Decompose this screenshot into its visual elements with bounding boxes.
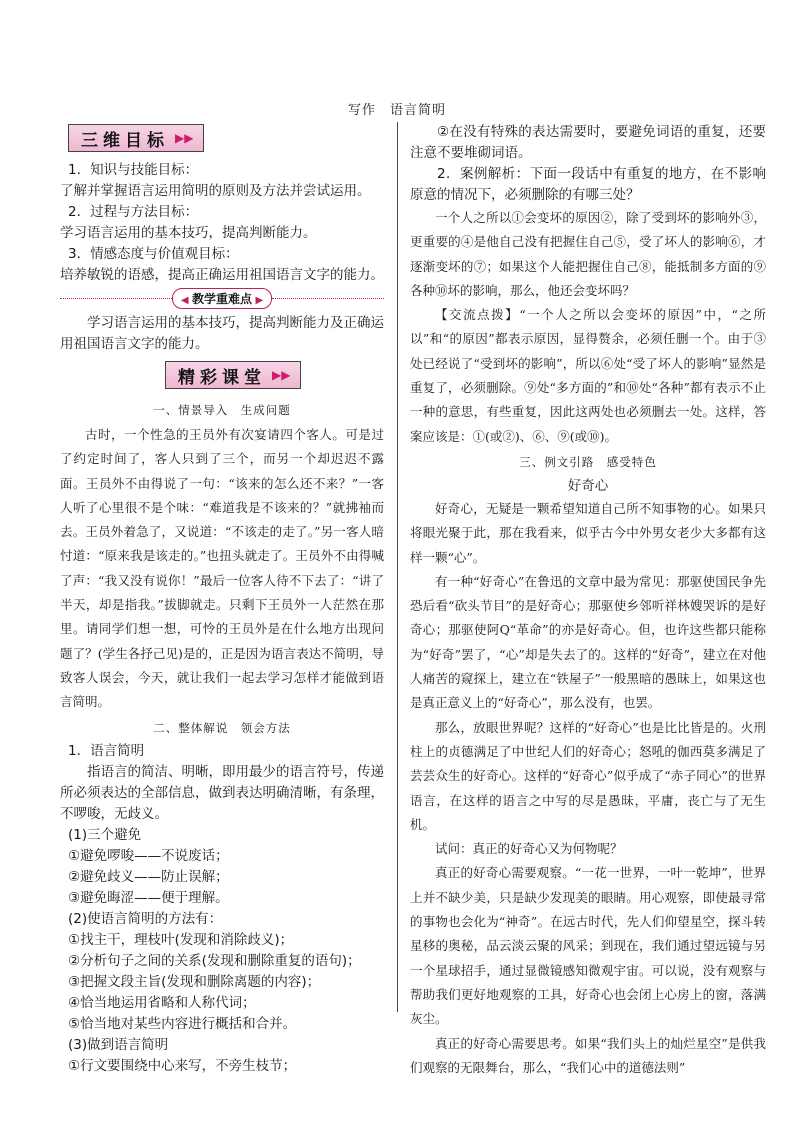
list-item: ①行文要围绕中心来写，不旁生枝节；: [68, 1057, 297, 1074]
list-item: ①找主干，理枝叶(发现和消除歧义)；: [68, 931, 294, 948]
essay-paragraph: 有一种“好奇心”在鲁迅的文章中最为常见：那驱使国民争先恐后看“砍头节目”的是好奇心；那驱使乡邻听祥林嫂哭诉的是好奇心；那驱使阿Q“革命”的亦是好奇心。但，也许这些都只能称为“好奇”罢了，“心”却是失去了的。这样的“好奇”，建立在对他人痛苦的窥探上，建立在“铁屋子”一般黑暗的愚昧上，如果这也是真正意义上的“好奇心”，那么没有，也罢。: [410, 573, 766, 711]
page-title: 写作 语言简明: [347, 103, 446, 118]
essay-paragraph: 真正的好奇心需要思考。如果“我们头上的灿烂星空”是供我们观察的无限舞台，那么，“我们心中的道德法则”: [410, 1035, 766, 1075]
case-passage: 一个人之所以①会变坏的原因②，除了受到坏的影响外③，更重要的④是他自己没有把握住自己⑤，受了坏人的影响⑥，才逐渐变坏的⑦；如果这个人能把握住自己⑧，能抵制多方面的⑨各种⑩坏的影响，那么，他还会变坏吗？: [410, 210, 766, 298]
goal-line: 3．情感态度与价值观目标：: [68, 246, 239, 262]
intro-story: 古时，一个性急的王员外有次宴请四个客人。可是过了约定时间了，客人只到了三个，而另一个却迟迟不露面。王员外不由得说了一句：“该来的怎么还不来？”一客人听了心里很不是个味：“难道我是不该来的？”就拂袖而去。王员外着急了，又说道：“不该走的走了。”另一客人暗忖道：“原来我是该走的。”也扭头就走了。王员外不由得喊了声：“我又没有说你！”最后一位客人待不下去了：“讲了半天，却是指我。”拔脚就走。只剩下王员外一人茫然在那里。请同学们想一想，可怜的王员外是在什么地方出现问题了？(学生各抒己见)是的，正是因为语言表达不简明，导致客人误会，今天，就让我们一起去学习怎样才能做到语言简明。: [60, 427, 384, 710]
list-item: (3)做到语言简明: [68, 1036, 169, 1053]
essay-paragraph: 好奇心，无疑是一颗希望知道自己所不知事物的心。如果只将眼光聚于此，那在我看来，似乎古今中外男女老少大多都有这样一颗“心”。: [410, 500, 766, 565]
arrow-icon: ◀: [180, 295, 192, 306]
essay-paragraph: 真正的好奇心需要观察。“一花一世界，一叶一乾坤”，世界上并不缺少美，只是缺少发现美的眼睛。用心观察，即使最寻常的事物也会化为“神奇”。在远古时代，先人们仰望星空，探斗转星移的奥秘，品云淡云聚的风采；到现在，我们通过望远镜与另一个星球招手，通过显微镜感知微观宇宙。可以说，没有观察与帮助我们更好地观察的工具，好奇心也会闭上心房上的窗，落满灰尘。: [410, 865, 766, 1027]
list-item: ⑤恰当地对某些内容进行概括和合并。: [68, 1015, 297, 1032]
banner-label: 精彩课堂: [178, 367, 266, 388]
section-heading: 三、例文引路 感受特色: [519, 454, 657, 469]
essay-paragraph: 那么，放眼世界呢？这样的“好奇心”也是比比皆是的。火刑柱上的贞德满足了中世纪人们的好奇心；怒吼的伽西莫多满足了芸芸众生的好奇心。这样的“好奇心”似乎成了“赤子同心”的世界语言，在这样的语言之中写的尽是愚昧，平庸，丧亡与了无生机。: [410, 719, 766, 832]
goal-line: 2．过程与方法目标：: [68, 204, 199, 220]
right-column: [410, 122, 766, 1080]
goal-line: 学习语言运用的基本技巧，提高判断能力。: [60, 225, 317, 241]
column-divider: [397, 122, 398, 1012]
goal-line: 培养敏锐的语感，提高正确运用祖国语言文字的能力。: [60, 267, 384, 283]
list-item: ③避免晦涩——便于理解。: [68, 889, 229, 906]
list-item: ③把握文段主旨(发现和删除离题的内容)；: [68, 973, 321, 990]
section-heading: 一、情景导入 生成问题: [153, 403, 291, 417]
list-item: ④恰当地运用省略和人称代词；: [68, 994, 256, 1011]
section-heading: 二、整体解说 领会方法: [153, 720, 291, 735]
case-analysis: 【交流点拨】“一个人之所以会变坏的原因”中，“之所以”和“的原因”都表示原因，显得赘余，必须任删一个。由于③处已经说了“受到坏的影响”，所以⑥处“受了坏人的影响”显然是重复了，必须删除。⑨处“多方面的”和⑩处“各种”都有表示不止一种的意思，有些重复，因此这两处也必须删去一处。这样，答案应该是：①(或②)、⑥、⑨(或⑩)。: [410, 307, 766, 444]
list-item: (2)使语言简明的方法有：: [68, 910, 223, 927]
section-banner-goals: [68, 124, 204, 152]
list-item: ①避免啰唆——不说废话；: [68, 847, 229, 864]
double-arrow-icon: ▶▶: [175, 131, 194, 145]
case-question: 2．案例解析：下面一段话中有重复的地方，在不影响原意的情况下，必须删除的有哪三处？: [410, 166, 766, 203]
paragraph: ②在没有特殊的表达需要时，要避免词语的重复，还要注意不要堆砌词语。: [410, 124, 766, 161]
subheading: 1．语言简明: [68, 742, 145, 759]
double-arrow-icon: ▶▶: [272, 368, 291, 382]
key-points-divider: [60, 288, 384, 309]
essay-title: 好奇心: [567, 477, 609, 494]
list-item: ②分析句子之间的关系(发现和删除重复的语句)；: [68, 952, 361, 969]
goal-line: 1．知识与技能目标：: [68, 162, 199, 178]
key-points-text: 学习语言运用的基本技巧，提高判断能力及正确运用祖国语言文字的能力。: [60, 315, 384, 352]
list-item: ②避免歧义——防止误解；: [68, 868, 229, 885]
essay-paragraph: 试问：真正的好奇心又为何物呢？: [435, 841, 623, 857]
banner-label: 三维目标: [81, 130, 169, 151]
key-points-pill: ◀ 教学重难点 ▶: [172, 288, 272, 309]
list-item: (1)三个避免: [68, 826, 142, 843]
goal-line: 了解并掌握语言运用简明的原则及方法并尝试运用。: [60, 183, 371, 199]
definition-text: 指语言的简洁、明晰，即用最少的语言符号，传递所必须表达的全部信息，做到表达明确清晰，有条理，不啰唆，无歧义。: [60, 763, 384, 822]
arrow-icon: ▶: [252, 295, 264, 306]
section-banner-class: [165, 361, 301, 389]
left-column: [60, 122, 384, 1077]
